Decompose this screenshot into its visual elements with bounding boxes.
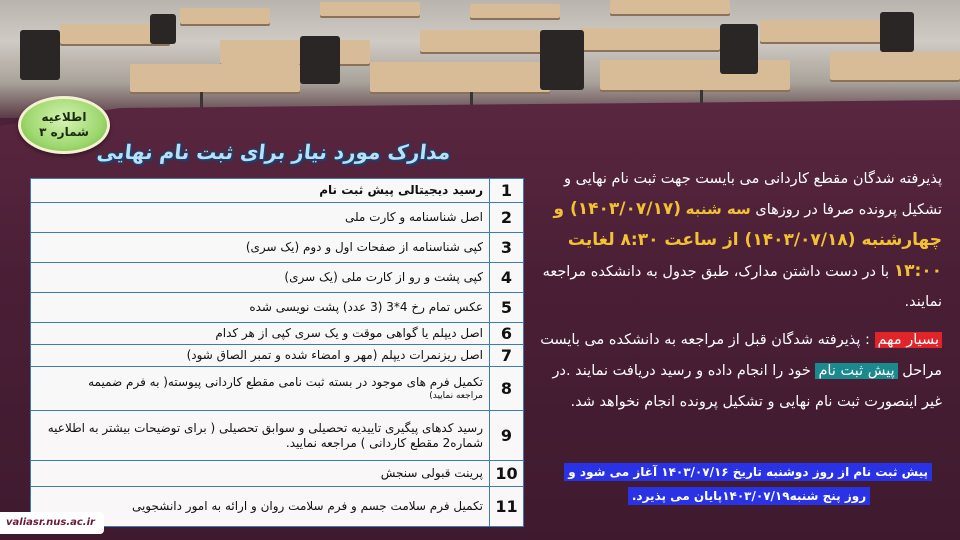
row-number: 6 — [490, 323, 524, 345]
classroom-photo — [0, 0, 960, 118]
badge-line-2: شماره ۳ — [39, 125, 89, 139]
row-text: رسید کدهای پیگیری تاییدیه تحصیلی و سوابق تحصیلی ( برای توضیحات بیشتر به اطلاعیه شماره2 مقطع کاردانی ) مراجعه نمایید. — [31, 411, 490, 461]
announcement-badge — [18, 96, 110, 154]
documents-table — [30, 178, 524, 527]
table-row — [31, 367, 524, 411]
pre-registration-highlight: پیش ثبت نام — [815, 363, 897, 379]
row-text: اصل شناسنامه و کارت ملی — [31, 203, 490, 233]
row-text-main: تکمیل فرم های موجود در بسته ثبت نامی مقطع کاردانی پیوسته( به فرم ضمیمه — [88, 375, 483, 389]
table-row — [31, 411, 524, 461]
row-text: رسید دیجیتالی پیش ثبت نام — [31, 179, 490, 203]
row-text: اصل ریزنمرات دیپلم (مهر و امضاء شده و تمبر الصاق شود) — [31, 345, 490, 367]
table-row — [31, 345, 524, 367]
day-highlight: سه شنبه — [685, 200, 751, 218]
row-number: 9 — [490, 411, 524, 461]
row-number: 7 — [490, 345, 524, 367]
table-row — [31, 323, 524, 345]
page-title: مدارک مورد نیاز برای ثبت نام نهایی — [95, 140, 452, 164]
important-paragraph — [538, 325, 942, 418]
table-row — [31, 293, 524, 323]
row-number: 3 — [490, 233, 524, 263]
badge-line-1: اطلاعیه — [41, 110, 87, 124]
website-link[interactable]: valiasr.nus.ac.ir — [0, 512, 104, 534]
registration-paragraph — [538, 164, 942, 317]
row-number: 5 — [490, 293, 524, 323]
row-number: 2 — [490, 203, 524, 233]
important-label: بسیار مهم — [875, 332, 942, 348]
row-number: 11 — [490, 487, 524, 527]
table-row — [31, 487, 524, 527]
table-row — [31, 179, 524, 203]
dates-highlight: (۱۴۰۳/۰۷/۱۷) و چهارشنبه (۱۴۰۳/۰۷/۱۸) از ساعت ۸:۳۰ لغایت ۱۳:۰۰ — [553, 199, 942, 281]
notice-text: پیش ثبت نام از روز دوشنبه تاریخ ۱۴۰۳/۰۷/۱۶ آغاز می شود و روز پنج شنبه۱۴۰۳/۰۷/۱۹پایان می پذیرد. — [564, 463, 932, 505]
instructions-column — [538, 164, 942, 418]
row-text: پرینت قبولی سنجش — [31, 461, 490, 487]
paragraph-2-part-2: خود را انجام داده و رسید دریافت نمایند .در غیر اینصورت ثبت نام نهایی و تشکیل پرونده انجام نخواهد شد. — [552, 363, 942, 410]
row-text — [31, 367, 490, 411]
paragraph-2-part-1: : پذیرفته شدگان قبل از مراجعه به دانشکده می بایست مراحل — [540, 332, 942, 379]
row-number: 8 — [490, 367, 524, 411]
table-row — [31, 461, 524, 487]
table-row — [31, 233, 524, 263]
pre-registration-notice — [566, 460, 932, 512]
paragraph-1-part-2: با در دست داشتن مدارک، طبق جدول به دانشکده مراجعه نمایند. — [542, 264, 942, 310]
row-text: کپی پشت و رو از کارت ملی (یک سری) — [31, 263, 490, 293]
row-number: 10 — [490, 461, 524, 487]
row-text: کپی شناسنامه از صفحات اول و دوم (یک سری) — [31, 233, 490, 263]
row-text: اصل دیپلم یا گواهی موقت و یک سری کپی از هر کدام — [31, 323, 490, 345]
table-row — [31, 203, 524, 233]
row-text: تکمیل فرم سلامت جسم و فرم سلامت روان و ارائه به امور دانشجویی — [31, 487, 490, 527]
table-row — [31, 263, 524, 293]
row-number: 4 — [490, 263, 524, 293]
row-text: عکس تمام رخ 4*3 (3 عدد) پشت نویسی شده — [31, 293, 490, 323]
row-text-sub: مراجعه نمایید) — [429, 391, 483, 401]
row-number: 1 — [490, 179, 524, 203]
paragraph-1-part-1: پذیرفته شدگان مقطع کاردانی می بایست جهت ثبت نام نهایی و تشکیل پرونده صرفا در روزهای — [564, 171, 942, 218]
